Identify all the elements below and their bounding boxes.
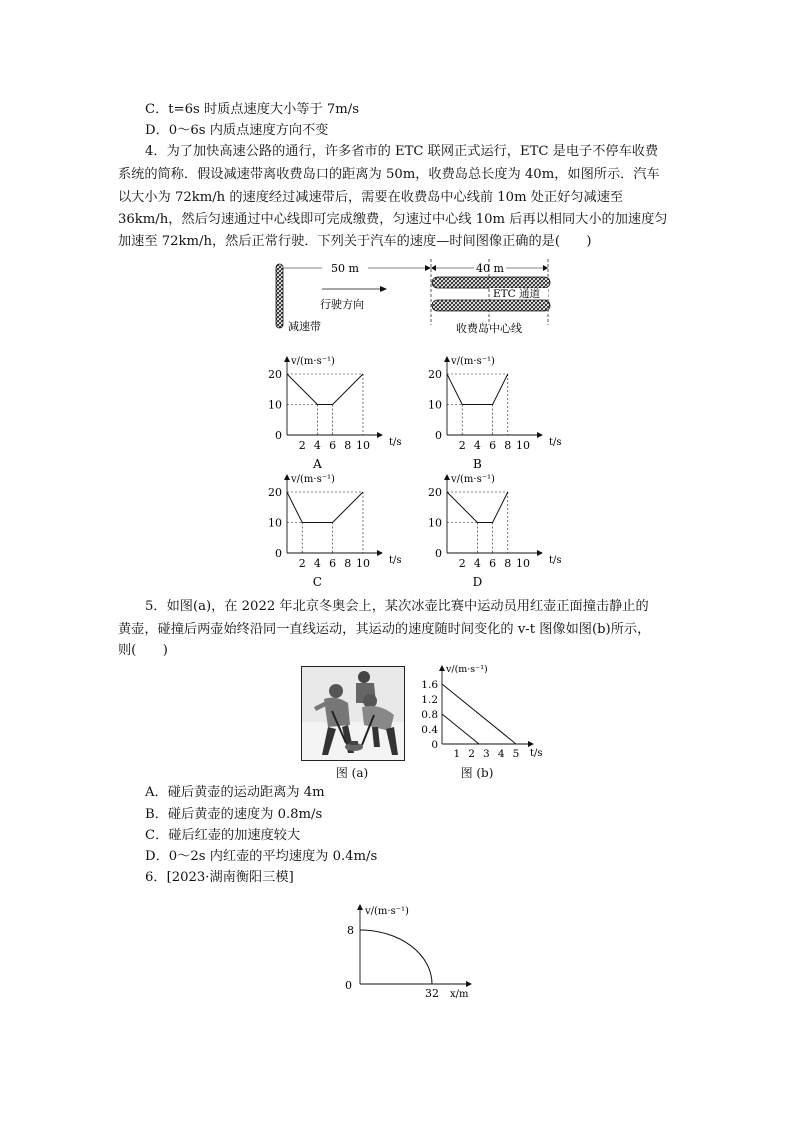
q4-text-line-1: 4．为了加快高速公路的通行，许多省市的 ETC 联网正式运行，ETC 是电子不停车收费 — [145, 144, 659, 159]
y-tick-label: 20 — [268, 368, 282, 381]
graph-b — [428, 356, 562, 471]
x-axis-label: t/s — [389, 437, 402, 448]
graph-label: B — [472, 457, 482, 471]
graph-d — [428, 474, 562, 589]
y-tick-label: 20 — [428, 368, 442, 381]
x-tick-label: 4 — [473, 557, 481, 570]
x-tick-label: 2 — [458, 557, 466, 570]
red-stone-line — [442, 684, 516, 744]
y-axis-label: v/(m·s⁻¹) — [451, 356, 495, 367]
graph-label: A — [313, 457, 322, 471]
y-tick-label: 1.2 — [421, 694, 438, 706]
origin-label: 0 — [345, 979, 352, 992]
q3-option-d: D．0～6s 内质点速度方向不变 — [145, 123, 329, 138]
q5-option-a: A．碰后黄壶的运动距离为 4m — [145, 785, 325, 800]
x-tick-label: 6 — [329, 439, 337, 452]
x-axis-label: t/s — [549, 555, 562, 566]
dist-50-label: 50 m — [331, 262, 359, 275]
y-tick-label: 20 — [268, 486, 282, 499]
fig-a-caption: 图 (a) — [335, 766, 369, 780]
curling-vt-graph — [415, 660, 545, 765]
x-tick-label: 8 — [504, 439, 512, 452]
x-tick-label: 4 — [313, 557, 321, 570]
x-tick-label: 2 — [298, 557, 306, 570]
y-tick-label: 1.6 — [421, 679, 438, 691]
y-tick-label: 0 — [431, 739, 438, 751]
x-axis-label: x/m — [450, 989, 469, 1000]
velocity-curve — [287, 492, 363, 523]
origin-label: 0 — [435, 429, 442, 442]
direction-label: 行驶方向 — [320, 298, 364, 311]
q4-text-line-4: 36km/h，然后匀速通过中心线即可完成缴费，匀速过中心线 10m 后再以相同大小的加速度匀 — [118, 212, 668, 227]
etc-lane-label: ETC 通道 — [493, 288, 541, 300]
x-tick-label: 8 — [504, 557, 512, 570]
x-axis-label: t/s — [549, 437, 562, 448]
speed-bump-label: 减速带 — [288, 320, 321, 333]
velocity-curve — [447, 492, 508, 523]
x-tick-label: 10 — [516, 439, 530, 452]
q5-option-c: C．碰后红壶的加速度较大 — [145, 828, 301, 843]
velocity-curve — [287, 374, 363, 405]
origin-label: 0 — [435, 547, 442, 560]
x-tick-label: 10 — [356, 439, 370, 452]
q4-text-line-3: 以大小为 72km/h 的速度经过减速带后，需要在收费岛中心线前 10m 处正好匀减速至 — [118, 190, 624, 205]
graph-c — [268, 474, 402, 589]
x-tick-label: 6 — [489, 557, 497, 570]
x-tick-label: 8 — [344, 557, 352, 570]
y-tick-label: 10 — [428, 516, 442, 530]
toll-booth-diagram — [260, 255, 570, 345]
toll-island-bottom — [432, 300, 550, 311]
y-value-label: 8 — [347, 924, 354, 937]
y-tick-label: 0.8 — [421, 709, 438, 721]
dist-40-label: 40 m — [476, 262, 504, 275]
quarter-circle-curve — [360, 930, 432, 984]
y-tick-label: 10 — [428, 398, 442, 412]
q6-vx-graph — [335, 898, 485, 1003]
x-axis-label: t/s — [530, 748, 543, 759]
q5-text-line-2: 黄壶，碰撞后两壶始终沿同一直线运动，其运动的速度随时间变化的 v-t 图像如图(b)所示， — [118, 622, 651, 637]
y-axis-label: v/(m·s⁻¹) — [291, 356, 335, 367]
y-axis-label: v/(m·s⁻¹) — [365, 906, 409, 917]
y-tick-label: 0.4 — [421, 724, 438, 736]
y-axis-label: v/(m·s⁻¹) — [451, 474, 495, 485]
velocity-curve — [447, 374, 508, 405]
q5-option-b: B．碰后黄壶的速度为 0.8m/s — [145, 807, 323, 822]
x-tick-label: 2 — [298, 439, 306, 452]
x-tick-label: 4 — [473, 439, 481, 452]
x-axis-label: t/s — [389, 555, 402, 566]
q3-option-c: C．t=6s 时质点速度大小等于 7m/s — [145, 102, 359, 117]
center-line-label: 收费岛中心线 — [456, 322, 522, 335]
x-tick-label: 4 — [497, 748, 505, 760]
x-tick-label: 5 — [512, 748, 520, 760]
q4-text-line-2: 系统的简称．假设减速带离收费岛口的距离为 50m，收费岛总长度为 40m，如图所示．汽车 — [118, 167, 660, 182]
toll-island-top — [432, 277, 550, 288]
q5-option-d: D．0～2s 内红壶的平均速度为 0.4m/s — [145, 849, 378, 864]
x-tick-label: 10 — [356, 557, 370, 570]
y-tick-label: 10 — [268, 398, 282, 412]
fig-b-caption: 图 (b) — [460, 766, 494, 780]
y-axis-label: v/(m·s⁻¹) — [446, 664, 488, 675]
x-tick-label: 10 — [516, 557, 530, 570]
y-axis-label: v/(m·s⁻¹) — [291, 474, 335, 485]
x-tick-label: 1 — [453, 748, 461, 760]
x-tick-label: 3 — [483, 748, 490, 760]
graph-label: C — [312, 575, 322, 589]
q6-header: 6．[2023·湖南衡阳三模] — [145, 870, 294, 885]
graph-a — [268, 356, 402, 471]
y-tick-label: 20 — [428, 486, 442, 499]
graph-label: D — [472, 575, 483, 589]
x-tick-label: 2 — [468, 748, 475, 760]
speed-bump — [276, 264, 283, 328]
x-tick-label: 8 — [344, 439, 352, 452]
origin-label: 0 — [275, 547, 282, 560]
q4-text-line-5: 加速至 72km/h，然后正常行驶．下列关于汽车的速度—时间图像正确的是( ) — [118, 234, 592, 249]
q4-options-graphs — [265, 350, 565, 590]
x-tick-label: 4 — [313, 439, 321, 452]
x-tick-label: 2 — [458, 439, 466, 452]
curling-photo — [301, 666, 405, 761]
yellow-stone-line — [442, 714, 479, 744]
y-tick-label: 10 — [268, 516, 282, 530]
q5-text-line-3: 则( ) — [118, 643, 168, 658]
x-tick-label: 6 — [329, 557, 337, 570]
x-tick-label: 6 — [489, 439, 497, 452]
q5-text-line-1: 5．如图(a)，在 2022 年北京冬奥会上，某次冰壶比赛中运动员用红壶正面撞击静止的 — [145, 599, 649, 614]
x-value-label: 32 — [425, 987, 439, 1000]
origin-label: 0 — [275, 429, 282, 442]
